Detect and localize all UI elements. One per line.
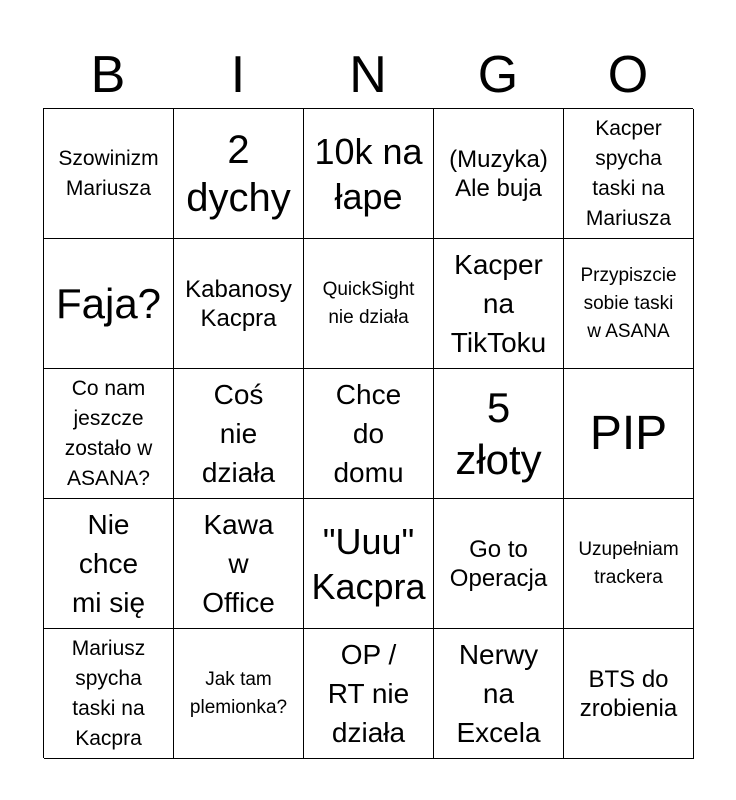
cell-text: Nie chce mi się	[71, 509, 146, 618]
header-letter-b: B	[90, 46, 126, 104]
header-letter-o: O	[607, 46, 649, 104]
cell-text: Przypiszcie sobie taski w ASANA	[580, 264, 677, 342]
bingo-cell[interactable]	[304, 629, 434, 759]
cell-text: 10k na łape	[314, 130, 423, 217]
bingo-header	[43, 45, 693, 105]
bingo-cell[interactable]	[564, 499, 694, 629]
cell-text: Kabanosy Kacpra	[185, 275, 292, 332]
bingo-cell[interactable]	[434, 109, 564, 239]
bingo-cell[interactable]	[174, 109, 304, 239]
bingo-cell[interactable]	[304, 109, 434, 239]
cell-text: (Muzyka) Ale buja	[449, 145, 548, 202]
cell-text: Chce do domu	[333, 379, 404, 488]
bingo-cell[interactable]	[174, 499, 304, 629]
header-letter-n: N	[349, 46, 387, 104]
bingo-cell[interactable]	[174, 239, 304, 369]
bingo-cell[interactable]	[44, 109, 174, 239]
cell-text: Uzupełniam trackera	[578, 538, 679, 588]
cell-text: Kacper na TikToku	[450, 249, 547, 358]
cell-text: Go to Operacja	[449, 535, 548, 592]
bingo-cell[interactable]	[44, 629, 174, 759]
cell-text: "Uuu" Kacpra	[311, 520, 426, 607]
cell-text: PIP	[589, 407, 668, 460]
cell-text: BTS do zrobienia	[579, 665, 678, 722]
cell-text: 2 dychy	[186, 127, 291, 220]
cell-text: Co nam jeszcze zostało w ASANA?	[64, 376, 153, 490]
bingo-cell[interactable]	[304, 239, 434, 369]
bingo-cell[interactable]	[434, 629, 564, 759]
bingo-cell[interactable]	[174, 369, 304, 499]
cell-text: Jak tam plemionka?	[189, 668, 288, 718]
cell-text: QuickSight nie działa	[322, 278, 415, 328]
bingo-cell[interactable]	[44, 499, 174, 629]
bingo-cell[interactable]	[44, 239, 174, 369]
cell-text: OP / RT nie działa	[327, 639, 410, 748]
bingo-cell[interactable]	[564, 239, 694, 369]
cell-text: Kawa w Office	[202, 509, 275, 618]
header-letter-g: G	[477, 46, 519, 104]
bingo-cell[interactable]	[564, 629, 694, 759]
bingo-cell[interactable]	[564, 109, 694, 239]
bingo-cell[interactable]	[564, 369, 694, 499]
cell-text: Szowinizm Mariusza	[58, 146, 159, 200]
cell-text: Coś nie działa	[201, 379, 276, 488]
cell-text: Nerwy na Excela	[456, 639, 541, 748]
header-letter-i: I	[230, 46, 246, 104]
bingo-cell[interactable]	[304, 369, 434, 499]
bingo-cell[interactable]	[304, 499, 434, 629]
bingo-cell[interactable]	[174, 629, 304, 759]
bingo-cell[interactable]	[434, 239, 564, 369]
cell-text: Faja?	[55, 279, 162, 327]
bingo-grid	[43, 108, 693, 758]
cell-text: 5 złoty	[455, 383, 542, 483]
bingo-cell[interactable]	[434, 499, 564, 629]
bingo-cell[interactable]	[44, 369, 174, 499]
cell-text: Mariusz spycha taski na Kacpra	[71, 636, 146, 750]
bingo-cell[interactable]	[434, 369, 564, 499]
cell-text: Kacper spycha taski na Mariusza	[585, 116, 672, 230]
